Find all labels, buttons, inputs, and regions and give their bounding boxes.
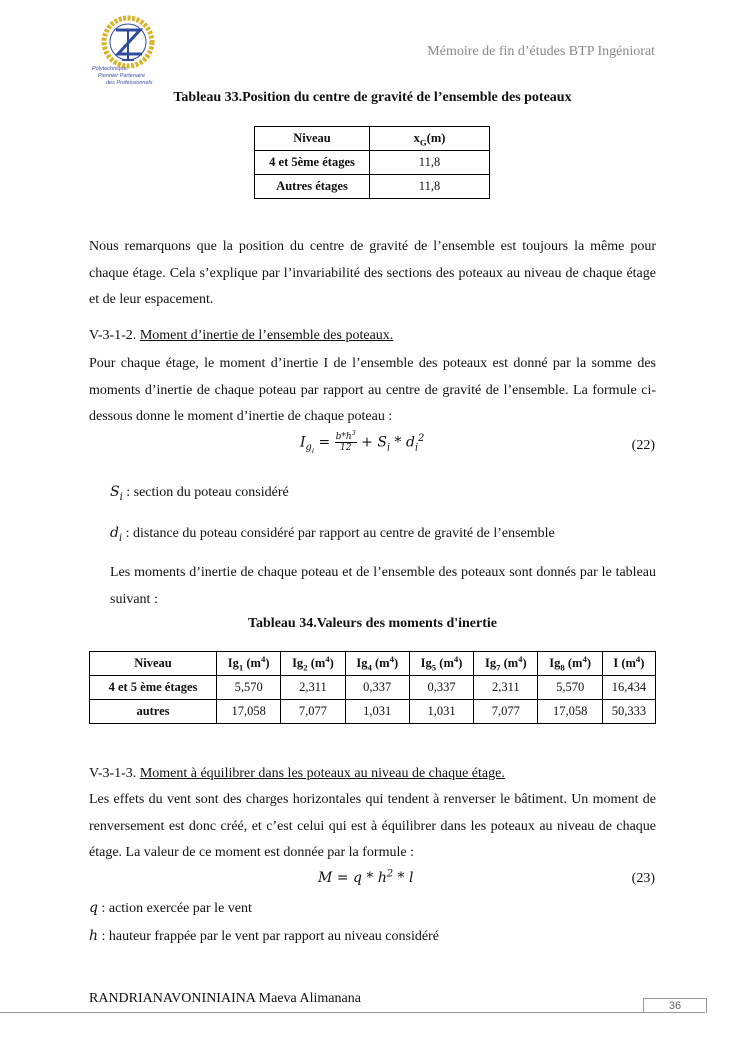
section-title: Moment d’inertie de l’ensemble des poteaux. <box>139 328 394 343</box>
table-header-cell: $Ig_7$ $(m^4)$ <box>474 652 538 676</box>
table-cell: 5,570 <box>217 676 281 700</box>
table-row <box>90 700 656 724</box>
formula-inertia: $I_{g_i}$ = $\frac{b*h^3}{12}$ + $S_i * d_i^2$ <box>300 430 425 456</box>
document-header-title: Mémoire de fin d’études BTP Ingéniorat <box>427 44 655 59</box>
section-heading-moment <box>89 766 505 782</box>
table-header-cell: I $(m^4)$ <box>602 652 655 676</box>
definition-text: : distance du poteau considéré par rapport au centre de gravité de l’ensemble <box>125 526 555 541</box>
footer-divider <box>0 1012 705 1013</box>
table-cell: 0,337 <box>409 676 473 700</box>
definition-q: q : action exercée par le vent <box>89 900 252 916</box>
section-number: V-3-1-3. <box>89 766 137 781</box>
table-row <box>90 676 656 700</box>
page-number: 36 <box>643 998 707 1013</box>
formula-moment: $M = q * h^2 * l$ <box>318 868 414 886</box>
table-cell: 5,570 <box>538 676 602 700</box>
table-cell: 1,031 <box>409 700 473 724</box>
table-header-cell: Niveau <box>90 652 217 676</box>
table-cell-label: Autres étages <box>255 175 370 199</box>
table-cell: 11,8 <box>370 151 490 175</box>
table-cell: 11,8 <box>370 175 490 199</box>
table-cell: 1,031 <box>345 700 409 724</box>
table-header-cell: $Ig_8$ $(m^4)$ <box>538 652 602 676</box>
definition-si: $S_i$ : section du poteau considéré <box>110 484 289 503</box>
table-row <box>255 151 490 175</box>
definition-di: $d_i$ : distance du poteau considéré par rapport au centre de gravité de l’ensemble <box>110 525 555 544</box>
table-header-cell: $Ig_1$ $(m^4)$ <box>217 652 281 676</box>
table33 <box>254 126 490 199</box>
table-cell: 17,058 <box>217 700 281 724</box>
paragraph-inertia: Pour chaque étage, le moment d’inertie I de l’ensemble des poteaux est donné par la somme des moments d’inertie de chaque poteau par rapport au centre de gravité de l’ensemble. La formule ci-dessous donne le moment d’inertie de chaque poteau : <box>89 356 656 424</box>
table-cell-label: 4 et 5ème étages <box>255 151 370 175</box>
table-cell: 16,434 <box>602 676 655 700</box>
equation-number: (22) <box>631 438 655 453</box>
table-cell: 50,333 <box>602 700 655 724</box>
table-cell-label: 4 et 5 ème étages <box>90 676 217 700</box>
section-title: Moment à équilibrer dans les poteaux au niveau de chaque étage. <box>139 766 505 781</box>
equation-number: (23) <box>631 871 655 886</box>
definition-text: : hauteur frappée par le vent par rapport au niveau considéré <box>101 929 439 944</box>
table34 <box>89 651 656 724</box>
table-cell-label: autres <box>90 700 217 724</box>
table-header-cell: Niveau <box>255 127 370 151</box>
table33-caption: Tableau 33.Position du centre de gravité de l’ensemble des poteaux <box>173 90 572 105</box>
table-cell: 17,058 <box>538 700 602 724</box>
section-number: V-3-1-2. <box>89 328 137 343</box>
table-header-row <box>255 127 490 151</box>
paragraph-moment: Les effets du vent sont des charges horizontales qui tendent à renverser le bâtiment. Un moment de renversement est donc créé, et c’est celui qui est à équilibrer dans les poteaux au niveau de chaque étage. La valeur de ce moment est donnée par la formule : <box>89 792 656 860</box>
definition-h: h : hauteur frappée par le vent par rapport au niveau considéré <box>89 928 439 944</box>
table34-caption: Tableau 34.Valeurs des moments d'inertie <box>247 616 498 631</box>
paragraph-gravity-center: Nous remarquons que la position du centre de gravité de l’ensemble est toujours la même pour chaque étage. Cela s’explique par l’invariabilité des sections des poteaux au niveau de chaque étage et de leur espacement. <box>89 239 656 307</box>
logo-caption: Polytechnique, Pionnier Partenaire des Professionnels <box>92 66 153 86</box>
paragraph-table-intro: Les moments d’inertie de chaque poteau et de l’ensemble des poteaux sont donnés par le tableau suivant : <box>110 565 656 607</box>
table-cell: 7,077 <box>281 700 345 724</box>
table-header-cell: $Ig_2$ $(m^4)$ <box>281 652 345 676</box>
table-header-cell: $x_G(m)$ <box>370 127 490 151</box>
definition-text: : action exercée par le vent <box>101 901 252 916</box>
table-row <box>255 175 490 199</box>
table-cell: 2,311 <box>281 676 345 700</box>
definition-text: : section du poteau considéré <box>126 485 289 500</box>
footer-author: RANDRIANAVONINIAINA Maeva Alimanana <box>89 991 361 1006</box>
section-heading-inertia <box>89 328 393 344</box>
logo-emblem-icon <box>88 14 168 74</box>
table-cell: 2,311 <box>474 676 538 700</box>
table-header-cell: $Ig_4$ $(m^4)$ <box>345 652 409 676</box>
table-cell: 0,337 <box>345 676 409 700</box>
table-cell: 7,077 <box>474 700 538 724</box>
table-header-cell: $Ig_5$ $(m^4)$ <box>409 652 473 676</box>
table-header-row <box>90 652 656 676</box>
